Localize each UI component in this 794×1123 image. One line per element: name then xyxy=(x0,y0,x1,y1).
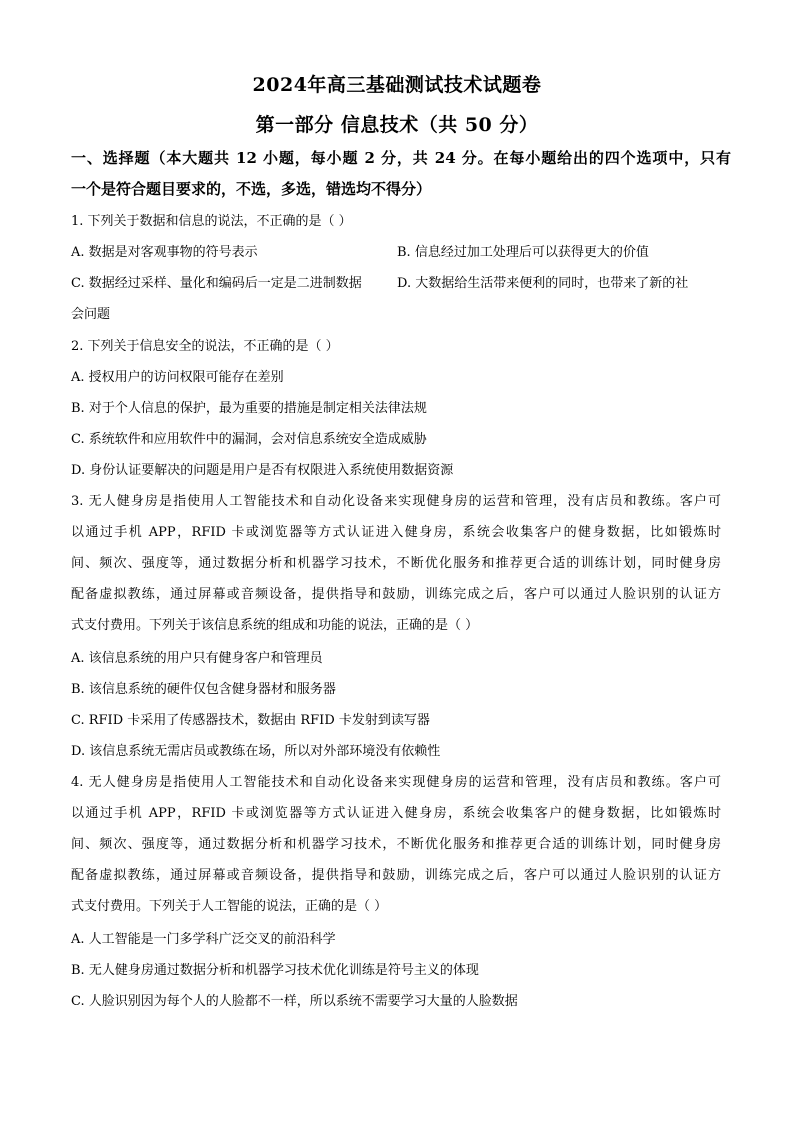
q4-stem-line5: 式支付费用。下列关于人工智能的说法，正确的是（ ） xyxy=(71,899,388,914)
q1-option-d-cont: 会问题 xyxy=(71,307,111,322)
q3-stem-line4: 配备虚拟教练，通过屏幕或音频设备，提供指导和鼓励，训练完成之后，客户可以通过人脸识别的认证方 xyxy=(71,587,721,602)
q4-stem-line1: 4. 无人健身房是指使用人工智能技术和自动化设备来实现健身房的运营和管理，没有店员和教练。客户可 xyxy=(71,775,721,790)
q4-option-a: A. 人工智能是一门多学科广泛交叉的前沿科学 xyxy=(71,932,336,947)
q3-stem-line1: 3. 无人健身房是指使用人工智能技术和自动化设备来实现健身房的运营和管理，没有店员和教练。客户可 xyxy=(71,494,721,509)
q1-option-b: B. 信息经过加工处理后可以获得更大的价值 xyxy=(397,245,649,260)
q1-option-c: C. 数据经过采样、量化和编码后一定是二进制数据 xyxy=(71,276,362,291)
q3-option-a: A. 该信息系统的用户只有健身客户和管理员 xyxy=(71,651,323,666)
q3-stem-line5: 式支付费用。下列关于该信息系统的组成和功能的说法，正确的是（ ） xyxy=(71,618,479,633)
q3-option-c: C. RFID 卡采用了传感器技术，数据由 RFID 卡发射到读写器 xyxy=(71,713,430,728)
q2-option-c: C. 系统软件和应用软件中的漏洞，会对信息系统安全造成威胁 xyxy=(71,432,427,447)
q2-option-a: A. 授权用户的访问权限可能存在差别 xyxy=(71,370,284,385)
q2-option-d: D. 身份认证要解决的问题是用户是否有权限进入系统使用数据资源 xyxy=(71,463,454,478)
q2-option-b: B. 对于个人信息的保护，最为重要的措施是制定相关法律法规 xyxy=(71,401,427,416)
q4-stem-line3: 间、频次、强度等，通过数据分析和机器学习技术，不断优化服务和推荐更合适的训练计划，同时健身房 xyxy=(71,837,721,852)
q1-option-d: D. 大数据给生活带来便利的同时，也带来了新的社 xyxy=(397,276,689,291)
section-heading-line1: 一、选择题（本大题共 12 小题，每小题 2 分，共 24 分。在每小题给出的四个选项中，只有 xyxy=(71,149,731,167)
q3-stem-line2: 以通过手机 APP，RFID 卡或浏览器等方式认证进入健身房，系统会收集客户的健身数据，比如锻炼时 xyxy=(71,525,721,540)
q4-stem-line2: 以通过手机 APP，RFID 卡或浏览器等方式认证进入健身房，系统会收集客户的健身数据，比如锻炼时 xyxy=(71,806,721,821)
q3-option-d: D. 该信息系统无需店员或教练在场，所以对外部环境没有依赖性 xyxy=(71,744,441,759)
q3-stem-line3: 间、频次、强度等，通过数据分析和机器学习技术，不断优化服务和推荐更合适的训练计划，同时健身房 xyxy=(71,556,721,571)
q2-stem: 2. 下列关于信息安全的说法，不正确的是（ ） xyxy=(71,339,339,354)
part-title: 第一部分 信息技术（共 50 分） xyxy=(255,114,539,136)
q4-option-b: B. 无人健身房通过数据分析和机器学习技术优化训练是符号主义的体现 xyxy=(71,963,479,978)
q4-stem-line4: 配备虚拟教练，通过屏幕或音频设备，提供指导和鼓励，训练完成之后，客户可以通过人脸识别的认证方 xyxy=(71,868,721,883)
q4-option-c: C. 人脸识别因为每个人的人脸都不一样，所以系统不需要学习大量的人脸数据 xyxy=(71,994,518,1009)
q1-option-a: A. 数据是对客观事物的符号表示 xyxy=(71,245,258,260)
q1-stem: 1. 下列关于数据和信息的说法，不正确的是（ ） xyxy=(71,214,352,229)
exam-title: 2024年高三基础测试技术试题卷 xyxy=(252,74,542,96)
q3-option-b: B. 该信息系统的硬件仅包含健身器材和服务器 xyxy=(71,682,336,697)
section-heading-line2: 一个是符合题目要求的，不选，多选，错选均不得分） xyxy=(71,180,432,198)
